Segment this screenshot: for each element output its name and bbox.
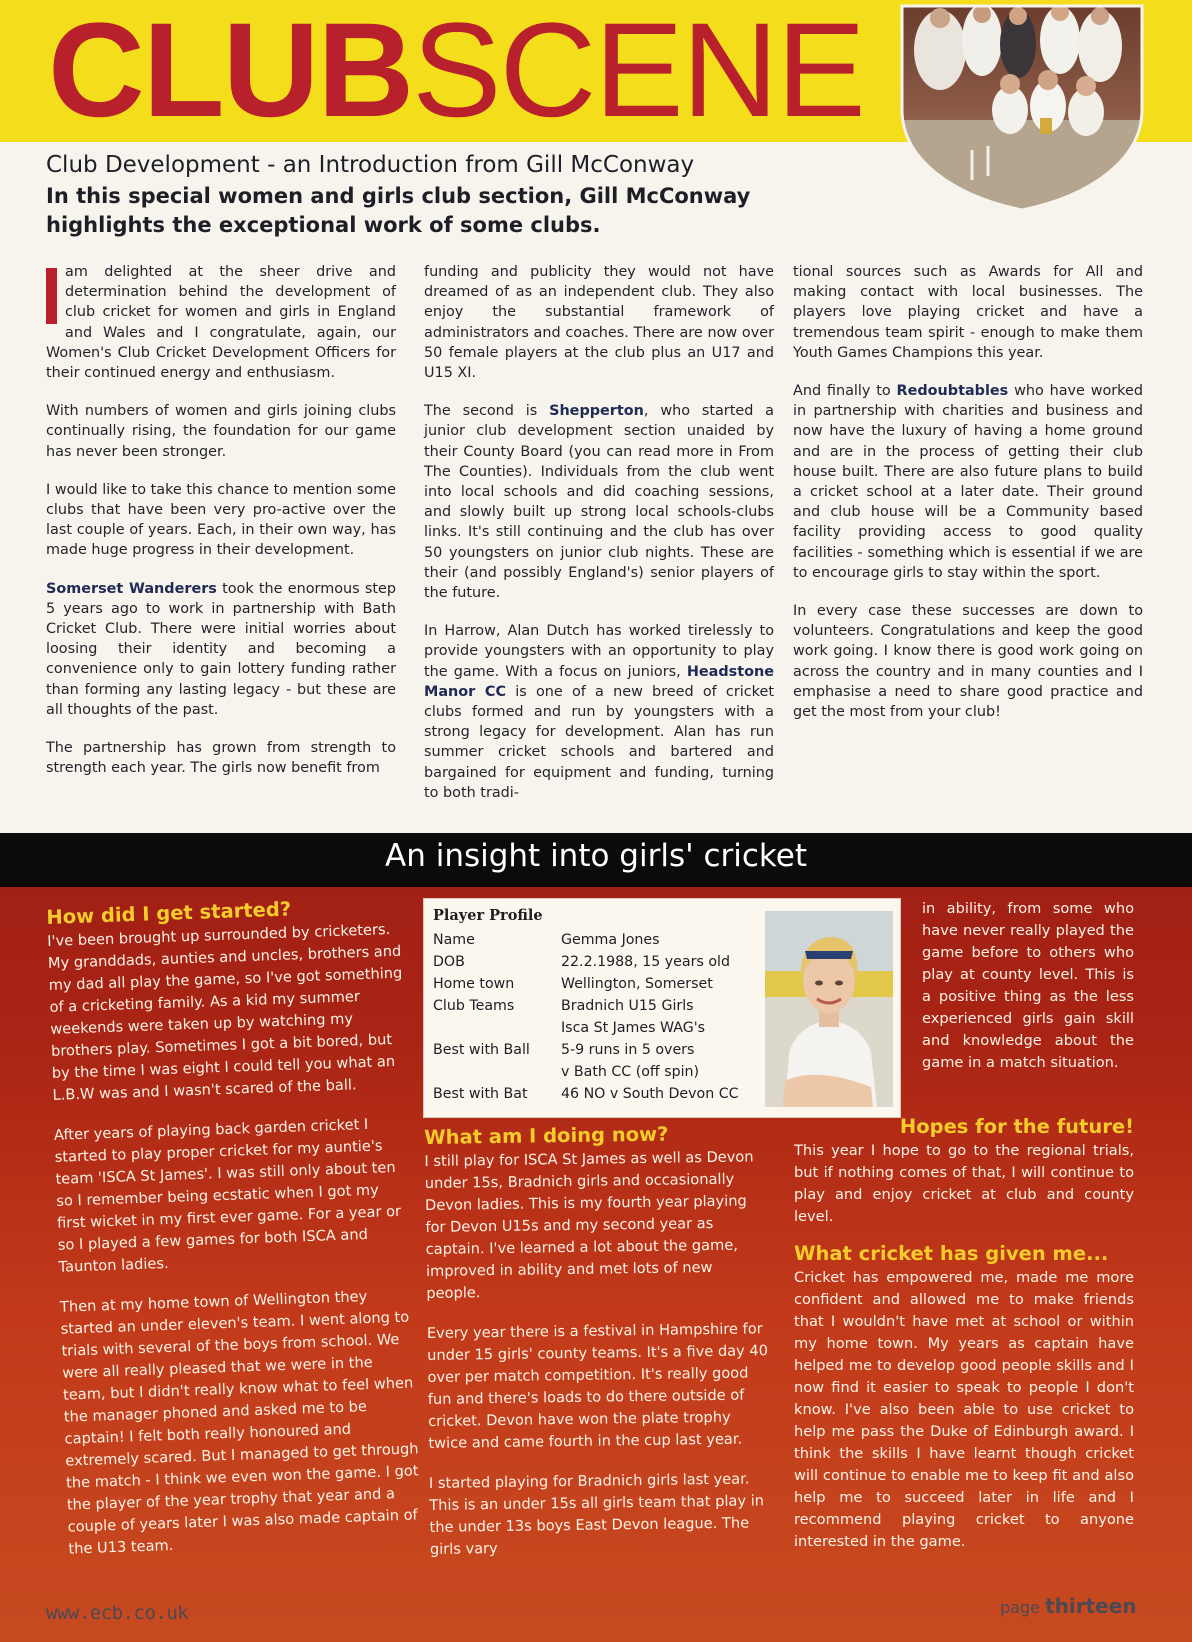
- club-name: Shepperton: [549, 403, 644, 420]
- paragraph: Cricket has empowered me, made me more confident and allowed me to make friends that I wouldn't have met at school or within my home town. My years as captain have helped me to develop good people skills and I now find it easier to speak to people I don't know. I've also been able to use cricket to help me pass the Duke of Edinburgh award. I think the skills I have learnt though cricket will continue to enable me to keep fit and also help me to succeed later in life and I recommend playing cricket to anyone interested in the game.: [794, 1269, 1134, 1550]
- profile-row: Club Teams Bradnich U15 Girls: [433, 998, 694, 1014]
- paragraph: In every case these successes are down to volunteers. Congratulations and keep the good work going. I know there is good work going on across the country and in many counties and I emphasise a need to share good practice and get the most from your club!: [793, 603, 1143, 721]
- player-photo-image: [765, 911, 893, 1107]
- paragraph: in ability, from some who have never really played the game before to others who play at county level. This is a positive thing as the less experienced girls gain skill and knowledge about the game in a match situation.: [922, 900, 1134, 1071]
- section-heading-given: What cricket has given me...: [794, 1242, 1109, 1265]
- footer-website-url: www.ecb.co.uk: [46, 1602, 189, 1624]
- paragraph: tional sources such as Awards for All and making contact with local businesses. The players love playing cricket and have a tremendous team spirit - enough to make them Youth Games Champions this year.: [793, 264, 1143, 361]
- paragraph: Somerset Wanderers took the enormous step 5 years ago to work in partnership with Bath Cricket Club. There were initial worries about loosing their identity and becoming a convenience only to gain lottery funding rather than forming any lasting legacy - but these are all thoughts of the past.: [46, 580, 396, 718]
- section-heading-now: What am I doing now?: [424, 1122, 669, 1149]
- paragraph: The partnership has grown from strength to strength each year. The girls now benefit from: [46, 740, 396, 777]
- profile-row: Home town Wellington, Somerset: [433, 976, 713, 992]
- profile-row: Isca St James WAG's: [561, 1020, 705, 1036]
- profile-heading: Player Profile: [433, 907, 543, 924]
- masthead-title: [48, 0, 864, 145]
- paragraph: In Harrow, Alan Dutch has worked tirelessly to provide youngsters with an opportunity to play the game. With a focus on juniors, Headstone Manor CC is one of a new breed of cricket clubs formed and run by youngsters with a strong legacy for development. Alan has run summer cricket schools and bartered and bargained for equipment and funding, turning to both tradi-: [424, 623, 774, 801]
- profile-row: Best with Bat 46 NO v South Devon CC: [433, 1086, 739, 1102]
- article-subtitle: In this special women and girls club section, Gill McConway highlights the exceptional work of some clubs.: [46, 184, 751, 237]
- club-name: Somerset Wanderers: [46, 580, 217, 597]
- feature-column-middle: [424, 1121, 775, 1579]
- paragraph: With numbers of women and girls joining clubs continually rising, the foundation for our game has never been stronger.: [46, 403, 396, 460]
- player-profile-box: [424, 899, 900, 1117]
- feature-column-right: [794, 1115, 1134, 1567]
- article-title: Club Development - an Introduction from Gill McConway: [46, 152, 695, 178]
- paragraph: I still play for ISCA St James as well as Devon under 15s, Bradnich girls and occasionally Devon ladies. This is my fourth year playing for Devon U15s and my second year as captain. I've learned a lot about the game, improved in ability and met lots of new people.: [424, 1148, 754, 1302]
- section-heading-started: How did I get started?: [46, 897, 292, 929]
- paragraph: am delighted at the sheer drive and determination behind the development of club cricket for women and girls in England and Wales and I congratulate, again, our Women's Club Cricket Development Officers for their continued energy and enthusiasm.: [46, 264, 396, 382]
- article-column-3: [793, 262, 1143, 740]
- club-name: Redoubtables: [896, 383, 1009, 400]
- paragraph: I've been brought up surrounded by cricketers. My granddads, aunties and uncles, brothers and my dad all play the game, so I've got something of a cricketing family. As a kid my summer weekends were taken up by watching my brothers play. Sometimes I got a bit bored, but by the time I was eight I could tell you what an L.B.W was and I wasn't scared of the ball.: [46, 921, 403, 1104]
- section-heading-future: Hopes for the future!: [899, 1115, 1134, 1138]
- paragraph: This year I hope to go to the regional trials, but if nothing comes of that, I will continue to play and enjoy cricket at club and county level.: [794, 1142, 1134, 1225]
- club-name: Headstone Manor CC: [424, 663, 774, 700]
- feature-column-left: [46, 894, 423, 1579]
- profile-row: DOB 22.2.1988, 15 years old: [433, 954, 730, 970]
- profile-row: Best with Ball 5-9 runs in 5 overs: [433, 1042, 695, 1058]
- paragraph: I would like to take this chance to mention some clubs that have been very pro-active over the last couple of years. Each, in their own way, has made huge progress in their development.: [46, 481, 396, 559]
- article-column-2: [424, 262, 774, 821]
- page-number: page thirteen: [1000, 1594, 1137, 1618]
- article-column-1: [46, 262, 396, 796]
- paragraph: After years of playing back garden cricket I started to play proper cricket for my auntie's team 'ISCA St James'. I was still only about ten so I remember being ecstatic when I got my first wicket in my first ever game. For a year or so I played a few games for both ISCA and Taunton ladies.: [53, 1115, 402, 1276]
- paragraph: And finally to Redoubtables who have worked in partnership with charities and business and now have the luxury of having a home ground and are in the process of getting their club house built. There are also future plans to build a cricket school at a later date. Their ground and club house will be a Community based facility providing access to good quality facilities - something which is essential if we are to encourage girls to stay within the sport.: [793, 383, 1143, 581]
- feature-title: An insight into girls' cricket: [385, 838, 807, 874]
- paragraph: Every year there is a festival in Hampshire for under 15 girls' county teams. It's a five day 40 over per match competition. It's really good fun and there's loads to do there outside of cricket. Devon have won the plate trophy twice and came fourth in the cup last year.: [426, 1320, 769, 1452]
- paragraph: The second is Shepperton, who started a junior club development section unaided by their County Board (you can read more in From The Counties). Individuals from the club went into local schools and did coaching sessions, and slowly built up strong local schools-clubs links. It's still continuing and the club has over 50 youngsters on junior club nights. These are their (and possibly England's) senior players of the future.: [424, 403, 774, 602]
- feature-column-right-top: [922, 898, 1134, 1092]
- paragraph: Then at my home town of Wellington they started an under eleven's team. I went along to trials with several of the boys from school. We were all really pleased that we were in the team, but I didn't really know what to feel when the manager phoned and asked me to be captain! I felt both really honoured and extremely scared. But I managed to get through the match - I think we even won the game. I got the player of the year trophy that year and a couple of years later I was also made captain of the U13 team.: [59, 1288, 419, 1558]
- team-photo-shield-image: [890, 0, 1154, 214]
- profile-row: v Bath CC (off spin): [561, 1064, 700, 1080]
- profile-table: [433, 929, 739, 1105]
- paragraph: funding and publicity they would not have dreamed of as an independent club. They also enjoy the substantial framework of administrators and coaches. There are now over 50 female players at the club plus an U17 and U15 XI.: [424, 264, 774, 382]
- profile-row: Name Gemma Jones: [433, 932, 660, 948]
- masthead-scene: SCENE: [412, 0, 864, 145]
- masthead-club: CLUB: [48, 0, 413, 145]
- paragraph: I started playing for Bradnich girls last year. This is an under 15s all girls team that play in the under 13s boys East Devon league. The girls vary: [428, 1470, 765, 1558]
- drop-cap: [46, 268, 57, 324]
